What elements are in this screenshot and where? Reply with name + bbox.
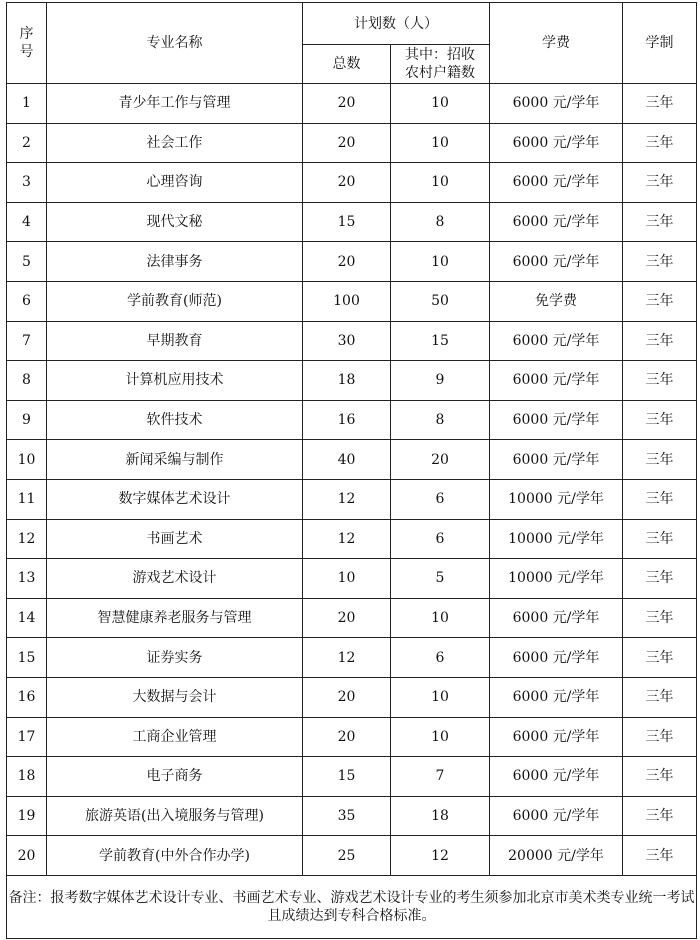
table-row (7, 757, 697, 797)
cell-duration: 三年 (623, 559, 697, 599)
cell-rural: 50 (391, 281, 490, 321)
cell-major-name: 智慧健康养老服务与管理 (47, 598, 303, 638)
cell-major-name: 数字媒体艺术设计 (47, 479, 303, 519)
table-row (7, 479, 697, 519)
cell-duration: 三年 (623, 281, 697, 321)
table-row (7, 440, 697, 480)
cell-seq: 4 (7, 202, 47, 242)
cell-major-name: 工商企业管理 (47, 717, 303, 757)
table-row (7, 163, 697, 203)
cell-seq: 10 (7, 440, 47, 480)
cell-total: 18 (303, 361, 391, 401)
cell-rural: 12 (391, 836, 490, 876)
header-major-name: 专业名称 (47, 3, 303, 84)
cell-major-name: 现代文秘 (47, 202, 303, 242)
cell-fee: 6000 元/学年 (490, 84, 623, 124)
cell-fee: 6000 元/学年 (490, 440, 623, 480)
table-row (7, 242, 697, 282)
cell-rural: 10 (391, 677, 490, 717)
cell-total: 20 (303, 123, 391, 163)
cell-duration: 三年 (623, 361, 697, 401)
cell-major-name: 心理咨询 (47, 163, 303, 203)
header-row-1 (7, 3, 697, 45)
cell-total: 12 (303, 479, 391, 519)
cell-total: 20 (303, 242, 391, 282)
cell-rural: 10 (391, 163, 490, 203)
cell-fee: 20000 元/学年 (490, 836, 623, 876)
cell-major-name: 软件技术 (47, 400, 303, 440)
cell-duration: 三年 (623, 796, 697, 836)
cell-fee: 6000 元/学年 (490, 361, 623, 401)
cell-rural: 6 (391, 479, 490, 519)
cell-seq: 20 (7, 836, 47, 876)
cell-fee: 6000 元/学年 (490, 242, 623, 282)
cell-major-name: 计算机应用技术 (47, 361, 303, 401)
cell-major-name: 学前教育(中外合作办学) (47, 836, 303, 876)
cell-total: 20 (303, 717, 391, 757)
cell-rural: 10 (391, 84, 490, 124)
cell-duration: 三年 (623, 598, 697, 638)
cell-major-name: 学前教育(师范) (47, 281, 303, 321)
cell-duration: 三年 (623, 677, 697, 717)
cell-rural: 10 (391, 598, 490, 638)
table-row (7, 202, 697, 242)
cell-rural: 20 (391, 440, 490, 480)
cell-duration: 三年 (623, 123, 697, 163)
cell-total: 20 (303, 163, 391, 203)
header-rural: 其中：招收农村户籍数 (391, 45, 490, 84)
cell-total: 12 (303, 638, 391, 678)
table-row (7, 677, 697, 717)
cell-seq: 11 (7, 479, 47, 519)
cell-major-name: 证券实务 (47, 638, 303, 678)
cell-duration: 三年 (623, 242, 697, 282)
cell-duration: 三年 (623, 836, 697, 876)
header-duration: 学制 (623, 3, 697, 84)
table-row (7, 796, 697, 836)
cell-fee: 6000 元/学年 (490, 796, 623, 836)
cell-major-name: 旅游英语(出入境服务与管理) (47, 796, 303, 836)
cell-fee: 6000 元/学年 (490, 321, 623, 361)
cell-seq: 6 (7, 281, 47, 321)
cell-seq: 17 (7, 717, 47, 757)
cell-seq: 12 (7, 519, 47, 559)
cell-seq: 3 (7, 163, 47, 203)
cell-fee: 6000 元/学年 (490, 677, 623, 717)
cell-total: 100 (303, 281, 391, 321)
table-row (7, 638, 697, 678)
cell-duration: 三年 (623, 479, 697, 519)
cell-seq: 15 (7, 638, 47, 678)
cell-fee: 10000 元/学年 (490, 559, 623, 599)
table-row (7, 559, 697, 599)
cell-total: 15 (303, 202, 391, 242)
cell-total: 25 (303, 836, 391, 876)
table-row (7, 836, 697, 876)
header-total: 总数 (303, 45, 391, 84)
cell-major-name: 游戏艺术设计 (47, 559, 303, 599)
table-row (7, 717, 697, 757)
cell-major-name: 法律事务 (47, 242, 303, 282)
table-row (7, 281, 697, 321)
cell-fee: 6000 元/学年 (490, 400, 623, 440)
cell-rural: 5 (391, 559, 490, 599)
cell-total: 15 (303, 757, 391, 797)
cell-seq: 2 (7, 123, 47, 163)
header-fee: 学费 (490, 3, 623, 84)
cell-fee: 6000 元/学年 (490, 717, 623, 757)
cell-fee: 6000 元/学年 (490, 163, 623, 203)
cell-rural: 6 (391, 519, 490, 559)
cell-duration: 三年 (623, 400, 697, 440)
note-row (7, 875, 697, 938)
cell-fee: 免学费 (490, 281, 623, 321)
cell-fee: 6000 元/学年 (490, 638, 623, 678)
table-row (7, 321, 697, 361)
cell-fee: 6000 元/学年 (490, 202, 623, 242)
header-plan: 计划数（人） (303, 3, 490, 45)
table-row (7, 400, 697, 440)
table-body (7, 84, 697, 939)
cell-rural: 9 (391, 361, 490, 401)
cell-seq: 13 (7, 559, 47, 599)
table-row (7, 598, 697, 638)
cell-total: 10 (303, 559, 391, 599)
table-row (7, 123, 697, 163)
cell-seq: 8 (7, 361, 47, 401)
cell-duration: 三年 (623, 717, 697, 757)
table-row (7, 84, 697, 124)
cell-major-name: 社会工作 (47, 123, 303, 163)
cell-rural: 7 (391, 757, 490, 797)
cell-duration: 三年 (623, 321, 697, 361)
cell-seq: 14 (7, 598, 47, 638)
enrollment-plan-table (6, 2, 697, 939)
cell-seq: 7 (7, 321, 47, 361)
cell-rural: 10 (391, 123, 490, 163)
cell-fee: 6000 元/学年 (490, 123, 623, 163)
cell-seq: 5 (7, 242, 47, 282)
cell-major-name: 新闻采编与制作 (47, 440, 303, 480)
cell-major-name: 大数据与会计 (47, 677, 303, 717)
cell-rural: 6 (391, 638, 490, 678)
cell-duration: 三年 (623, 440, 697, 480)
table-row (7, 361, 697, 401)
cell-rural: 10 (391, 242, 490, 282)
footnote: 备注：报考数字媒体艺术设计专业、书画艺术专业、游戏艺术设计专业的考生须参加北京市美术类专业统一考试且成绩达到专科合格标准。 (7, 875, 697, 938)
cell-major-name: 书画艺术 (47, 519, 303, 559)
cell-fee: 6000 元/学年 (490, 757, 623, 797)
cell-total: 30 (303, 321, 391, 361)
cell-duration: 三年 (623, 84, 697, 124)
cell-duration: 三年 (623, 163, 697, 203)
cell-seq: 16 (7, 677, 47, 717)
cell-rural: 10 (391, 717, 490, 757)
cell-fee: 10000 元/学年 (490, 479, 623, 519)
cell-major-name: 青少年工作与管理 (47, 84, 303, 124)
cell-duration: 三年 (623, 202, 697, 242)
header-seq: 序号 (7, 3, 47, 84)
cell-total: 16 (303, 400, 391, 440)
cell-seq: 1 (7, 84, 47, 124)
cell-total: 20 (303, 84, 391, 124)
cell-rural: 8 (391, 400, 490, 440)
cell-total: 40 (303, 440, 391, 480)
cell-total: 12 (303, 519, 391, 559)
cell-fee: 6000 元/学年 (490, 598, 623, 638)
table-row (7, 519, 697, 559)
cell-duration: 三年 (623, 638, 697, 678)
cell-rural: 8 (391, 202, 490, 242)
cell-duration: 三年 (623, 757, 697, 797)
cell-rural: 15 (391, 321, 490, 361)
cell-rural: 18 (391, 796, 490, 836)
cell-fee: 10000 元/学年 (490, 519, 623, 559)
cell-seq: 19 (7, 796, 47, 836)
cell-seq: 18 (7, 757, 47, 797)
cell-major-name: 早期教育 (47, 321, 303, 361)
cell-major-name: 电子商务 (47, 757, 303, 797)
cell-total: 20 (303, 598, 391, 638)
cell-duration: 三年 (623, 519, 697, 559)
cell-total: 20 (303, 677, 391, 717)
cell-seq: 9 (7, 400, 47, 440)
cell-total: 35 (303, 796, 391, 836)
